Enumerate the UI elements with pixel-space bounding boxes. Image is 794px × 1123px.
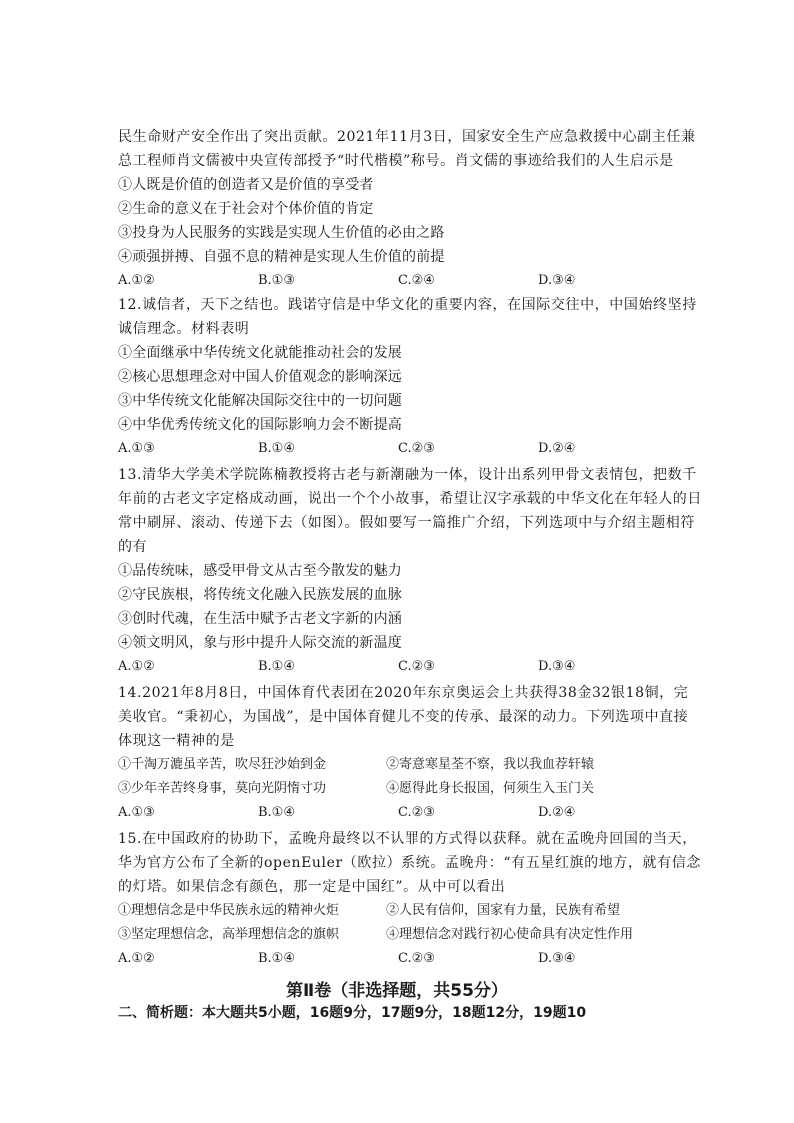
q11-item-3: ③投身为人民服务的实践是实现人生价值的必由之路 xyxy=(118,225,445,241)
q12-option-a[interactable]: A.①③ xyxy=(118,441,155,456)
q12-stem-line-1: 12.诚信者，天下之结也。践诺守信是中华文化的重要内容，在国际交往中，中国始终坚持 xyxy=(118,297,697,313)
q11-stem-line-2: 总工程师肖文儒被中央宣传部授予“时代楷模”称号。肖文儒的事迹给我们的人生启示是 xyxy=(118,153,674,169)
q14-item-4: ④愿得此身长报国，何须生入玉门关 xyxy=(386,781,595,796)
q14-item-3: ③少年辛苦终身事，莫向光阴惰寸功 xyxy=(118,781,327,796)
q11-option-b[interactable]: B.①③ xyxy=(258,273,295,288)
q12-item-3: ③中华传统文化能解决国际交往中的一切问题 xyxy=(118,393,402,409)
q12-option-d[interactable]: D.②④ xyxy=(538,441,576,456)
q15-option-d[interactable]: D.③④ xyxy=(538,951,576,966)
q12-stem-line-2: 诚信理念。材料表明 xyxy=(118,321,250,337)
q13-item-2: ②守民族根，将传统文化融入民族发展的血脉 xyxy=(118,587,402,603)
q11-item-2: ②生命的意义在于社会对个体价值的肯定 xyxy=(118,201,374,217)
q15-item-4: ④理想信念对践行初心使命具有决定性作用 xyxy=(386,927,634,942)
q15-stem-line-1: 15.在中国政府的协助下，孟晚舟最终以不认罪的方式得以获释。就在孟晚舟回国的当天， xyxy=(118,831,697,847)
q12-option-c[interactable]: C.②③ xyxy=(398,441,435,456)
q15-option-a[interactable]: A.①② xyxy=(118,951,155,966)
q11-option-c[interactable]: C.②④ xyxy=(398,273,435,288)
q13-item-1: ①品传统味，感受甲骨文从古至今散发的魅力 xyxy=(118,563,402,579)
q11-stem-line-1: 民生命财产安全作出了突出贡献。2021年11月3日，国家安全生产应急救援中心副主任兼 xyxy=(118,129,696,145)
q13-option-a[interactable]: A.①② xyxy=(118,659,155,674)
q15-item-3: ③坚定理想信念，高举理想信念的旗帜 xyxy=(118,927,340,942)
q14-option-d[interactable]: D.②④ xyxy=(538,805,576,820)
q14-option-b[interactable]: B.①④ xyxy=(258,805,295,820)
q15-item-2: ②人民有信仰，国家有力量，民族有希望 xyxy=(386,903,621,918)
q12-option-b[interactable]: B.①④ xyxy=(258,441,295,456)
q14-stem-line-3: 体现这一精神的是 xyxy=(118,733,235,749)
q13-stem-line-4: 的有 xyxy=(118,539,148,555)
q13-option-d[interactable]: D.③④ xyxy=(538,659,576,674)
q13-option-b[interactable]: B.①④ xyxy=(258,659,295,674)
q11-option-d[interactable]: D.③④ xyxy=(538,273,576,288)
q13-stem-line-1: 13.清华大学美术学院陈楠教授将古老与新潮融为一体，设计出系列甲骨文表情包，把数千 xyxy=(118,467,697,483)
q11-item-4: ④顽强拼搏、自强不息的精神是实现人生价值的前提 xyxy=(118,249,445,265)
q12-item-2: ②核心思想理念对中国人价值观念的影响深远 xyxy=(118,369,402,385)
q12-item-1: ①全面继承中华传统文化就能推动社会的发展 xyxy=(118,345,402,361)
q15-option-c[interactable]: C.②③ xyxy=(398,951,435,966)
section-subtitle: 二、简析题：本大题共5小题，16题9分，17题9分，18题12分，19题10 xyxy=(118,1005,587,1021)
section-title: 第Ⅱ卷（非选择题，共55分） xyxy=(286,981,508,1001)
q14-option-a[interactable]: A.①③ xyxy=(118,805,155,820)
q14-stem-line-1: 14.2021年8月8日，中国体育代表团在2020年东京奥运会上共获得38金32银18铜，完 xyxy=(118,685,689,701)
q13-stem-line-3: 常中刷屏、滚动、传递下去（如图）。假如要写一篇推广介绍，下列选项中与介绍主题相符 xyxy=(118,515,695,531)
q13-stem-line-2: 年前的古老文字定格成动画，说出一个个小故事，希望让汉字承载的中华文化在年轻人的日 xyxy=(118,491,702,507)
q15-stem-line-3: 的灯塔。如果信念有颜色，那一定是中国红”。从中可以看出 xyxy=(118,879,506,895)
q14-item-2: ②寄意寒星荃不察，我以我血荐轩辕 xyxy=(386,757,595,772)
q13-option-c[interactable]: C.②③ xyxy=(398,659,435,674)
q15-item-1: ①理想信念是中华民族永远的精神火炬 xyxy=(118,903,340,918)
q15-stem-line-2: 华为官方公布了全新的openEuler（欧拉）系统。孟晚舟：“有五星红旗的地方，就有信念 xyxy=(118,855,701,871)
q12-item-4: ④中华优秀传统文化的国际影响力会不断提高 xyxy=(118,417,402,433)
q14-stem-line-2: 美收官。“秉初心，为国战”，是中国体育健儿不变的传承、最深的动力。下列选项中直接 xyxy=(118,709,689,725)
q14-item-1: ①千淘万漉虽辛苦，吹尽狂沙始到金 xyxy=(118,757,327,772)
q15-option-b[interactable]: B.①④ xyxy=(258,951,295,966)
q11-option-a[interactable]: A.①② xyxy=(118,273,155,288)
q13-item-3: ③创时代魂，在生活中赋予古老文字新的内涵 xyxy=(118,611,402,627)
q11-item-1: ①人既是价值的创造者又是价值的享受者 xyxy=(118,177,374,193)
q13-item-4: ④领文明风，象与形中提升人际交流的新温度 xyxy=(118,635,402,651)
q14-option-c[interactable]: C.②③ xyxy=(398,805,435,820)
